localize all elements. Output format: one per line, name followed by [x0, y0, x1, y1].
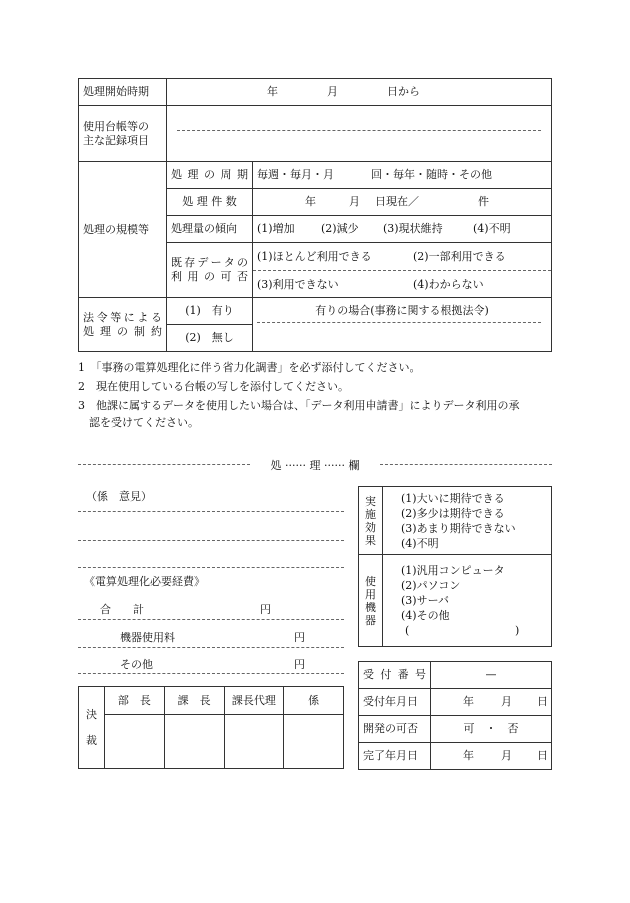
law-yes-option[interactable]: (1) 有り: [167, 298, 253, 325]
existing-option[interactable]: (3)利用できない: [257, 278, 339, 291]
law-detail-label: 有りの場合(事務に関する根拠法令): [315, 304, 489, 317]
completion-year: 年: [463, 749, 474, 762]
law-no-option[interactable]: (2) 無し: [167, 325, 253, 352]
effect-option[interactable]: (3)あまり期待できない: [401, 521, 516, 535]
count-year: 年: [305, 195, 316, 208]
devices-options: [383, 555, 552, 647]
law-label-1: 法令等による: [83, 310, 162, 324]
devices-label-text: 使用機器: [365, 574, 376, 627]
trend-label: 処理量の傾向: [167, 216, 253, 243]
cost-total-label: 合 計: [100, 603, 144, 616]
effect-label: [359, 487, 383, 555]
reception-table: [358, 661, 552, 770]
trend-option[interactable]: (2)減少: [321, 222, 359, 235]
existing-label-1: 既存データの: [171, 256, 248, 269]
section-title: 処 ······ 理 ······ 欄: [270, 459, 360, 472]
effect-devices-table: [358, 486, 552, 647]
device-option[interactable]: (1)汎用コンピュータ: [401, 564, 505, 577]
reception-month: 月: [501, 695, 512, 708]
device-option[interactable]: (4)その他: [401, 609, 450, 622]
cost-other-label: その他: [120, 658, 153, 671]
cycle-value-1: 毎週・毎月・月: [257, 168, 334, 181]
records-label: [79, 106, 167, 162]
records-label-1: 使用台帳等の: [83, 119, 149, 133]
cost-equipment-line[interactable]: [78, 647, 344, 648]
approval-table: [78, 686, 344, 769]
cycle-label: 処 理 の 周 期: [167, 162, 253, 189]
effect-label-text: 実施効果: [365, 494, 376, 547]
count-unit: 件: [478, 195, 489, 208]
scale-label: 処理の規模等: [79, 162, 167, 298]
existing-label-2: 利 用 の 可 否: [171, 270, 248, 283]
reception-number-label: 受 付 番 号: [359, 662, 431, 689]
completion-date-field[interactable]: [431, 743, 552, 770]
approval-col-head: 部 長: [105, 687, 165, 715]
opinion-label: （係 意見）: [86, 490, 152, 503]
opinion-line[interactable]: [78, 540, 344, 541]
approval-stamp-cell[interactable]: [164, 715, 224, 769]
completion-month: 月: [501, 749, 512, 762]
cycle-value-2: 回・毎年・随時・その他: [371, 168, 492, 181]
device-option[interactable]: (3)サーバ: [401, 594, 450, 607]
cost-equipment-unit: 円: [294, 631, 305, 644]
note-1: 1 「事務の電算処理化に伴う省力化調書」を必ず添付してください。: [78, 361, 421, 374]
opinion-line[interactable]: [78, 511, 344, 512]
start-label: 処理開始時期: [79, 79, 167, 106]
records-label-2: 主な記録項目: [83, 133, 149, 147]
law-detail-field[interactable]: [253, 298, 552, 352]
approval-label: [79, 687, 105, 769]
records-field[interactable]: [167, 106, 552, 162]
note-2: 2 現在使用している台帳の写しを添付してください。: [78, 380, 349, 393]
reception-number-field[interactable]: —: [431, 662, 552, 689]
approval-stamp-cell[interactable]: [224, 715, 284, 769]
cost-equipment-label: 機器使用料: [120, 631, 175, 644]
effect-options: [383, 487, 552, 555]
reception-day: 日: [537, 695, 548, 708]
paren-close: ): [515, 624, 520, 637]
cost-total-line[interactable]: [78, 619, 344, 620]
reception-date-label: 受付年月日: [359, 689, 431, 716]
existing-label: [167, 243, 253, 298]
trend-option[interactable]: (3)現状維持: [383, 222, 443, 235]
reception-date-field[interactable]: [431, 689, 552, 716]
count-month: 月: [349, 195, 360, 208]
cost-total-unit: 円: [260, 603, 271, 616]
existing-option[interactable]: (1)ほとんど利用できる: [257, 250, 372, 263]
trend-field[interactable]: [253, 216, 552, 243]
approval-col-head: 係: [284, 687, 344, 715]
application-table: [78, 78, 552, 352]
effect-option[interactable]: (1)大いに期待できる: [401, 491, 505, 505]
note-3: 3 他課に属するデータを使用したい場合は、「データ利用申請書」によりデータ利用の承: [78, 399, 520, 412]
cost-title: 《電算処理化必要経費》: [84, 575, 205, 588]
effect-option[interactable]: (4)不明: [401, 536, 439, 550]
dev-approval-label: 開発の可否: [359, 716, 431, 743]
dev-approval-field[interactable]: 可 ・ 否: [431, 716, 552, 743]
approval-col-head: 課長代理: [224, 687, 284, 715]
count-field[interactable]: [253, 189, 552, 216]
approval-col-head: 課 長: [164, 687, 224, 715]
device-other-field[interactable]: [401, 623, 547, 638]
cost-other-line[interactable]: [78, 673, 344, 674]
trend-option[interactable]: (1)増加: [257, 222, 295, 235]
effect-option[interactable]: (2)多少は期待できる: [401, 506, 505, 520]
note-4: 認を受けてください。: [78, 416, 199, 429]
opinion-line[interactable]: [78, 567, 344, 568]
count-label: 処 理 件 数: [167, 189, 253, 216]
approval-stamp-cell[interactable]: [105, 715, 165, 769]
cost-other-unit: 円: [294, 658, 305, 671]
device-option[interactable]: (2)パソコン: [401, 579, 461, 592]
completion-date-label: 完了年月日: [359, 743, 431, 770]
completion-day: 日: [537, 749, 548, 762]
approval-label-text: 決裁: [86, 707, 97, 747]
reception-year: 年: [463, 695, 474, 708]
start-year: 年: [267, 85, 278, 98]
start-date-field[interactable]: [167, 79, 552, 106]
law-label: [79, 298, 167, 352]
approval-stamp-cell[interactable]: [284, 715, 344, 769]
cycle-field[interactable]: [253, 162, 552, 189]
paren-open: (: [405, 624, 410, 637]
start-day: 日から: [387, 85, 420, 98]
devices-label: [359, 555, 383, 647]
existing-option[interactable]: (2)一部利用できる: [413, 250, 506, 263]
trend-option[interactable]: (4)不明: [473, 222, 511, 235]
start-month: 月: [327, 85, 338, 98]
count-day: 日現在／: [375, 195, 419, 208]
law-label-2: 処 理 の 制 約: [83, 324, 162, 338]
existing-field[interactable]: [253, 243, 552, 298]
existing-option[interactable]: (4)わからない: [413, 278, 484, 291]
